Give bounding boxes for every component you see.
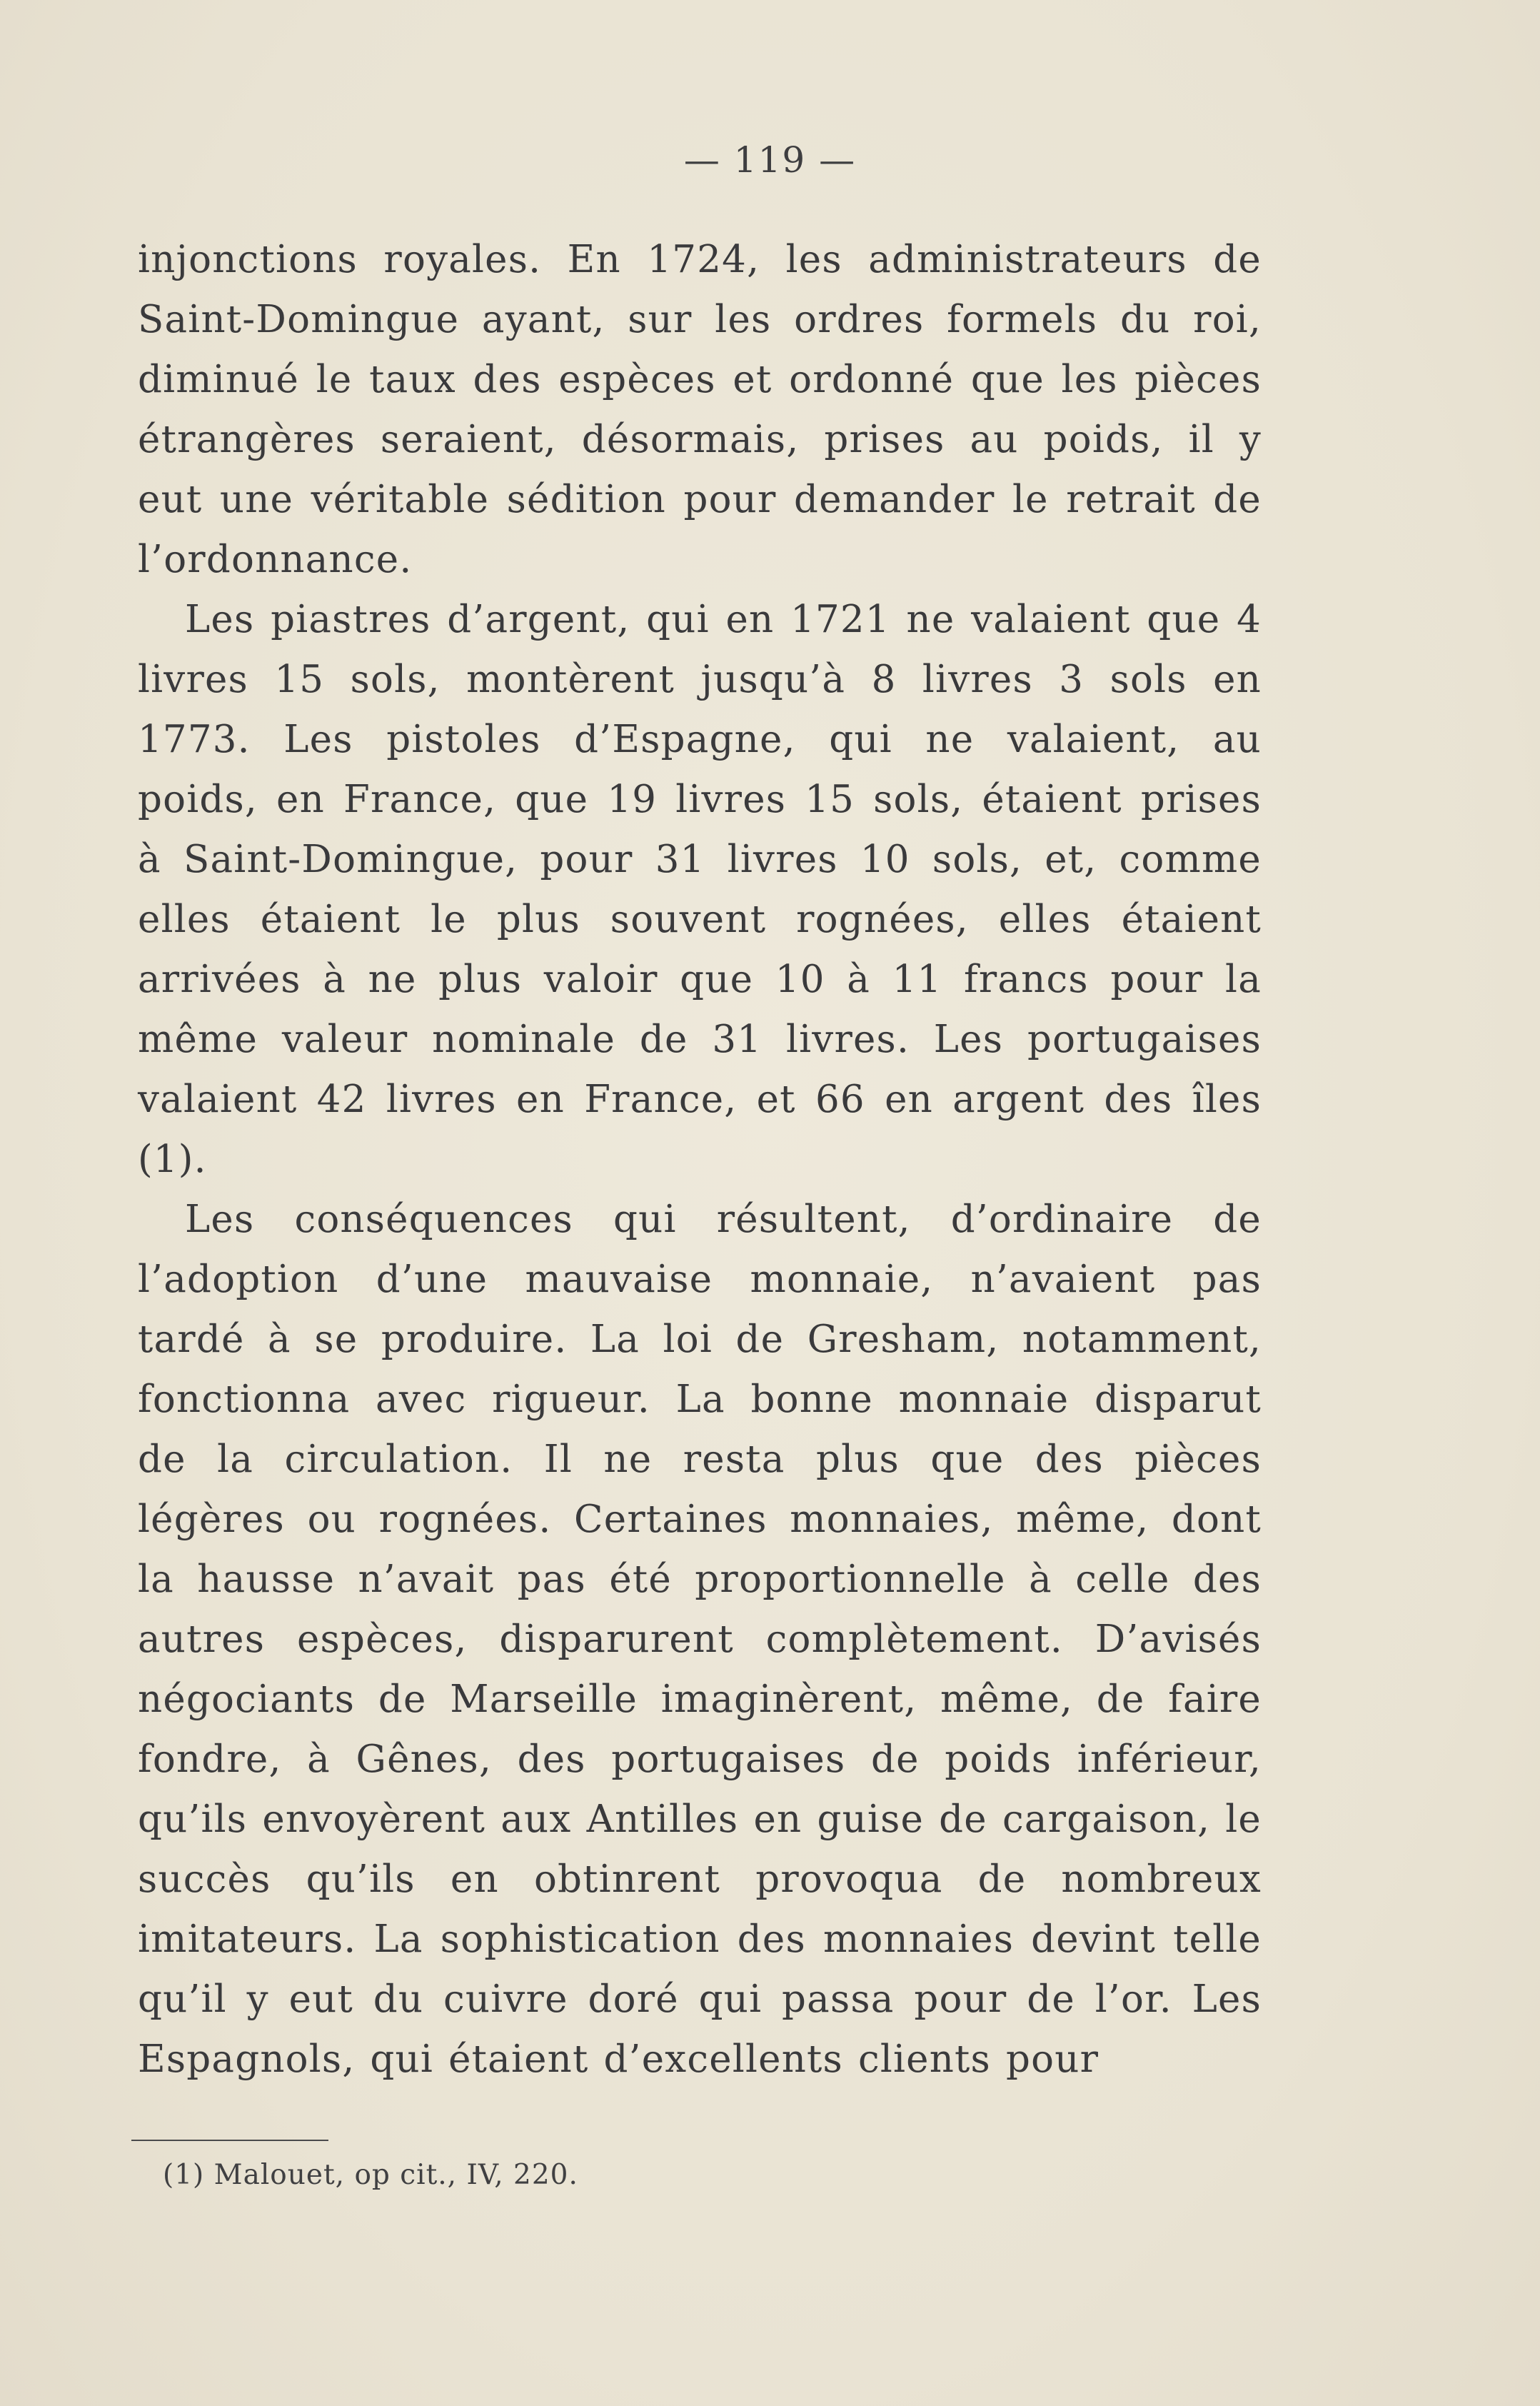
paragraph-1: injonctions royales. En 1724, les administrateurs de Saint-Domingue ayant, sur les ordres formels du roi, diminué le taux des espèces et ordonné que les pièces étrangères seraient, désormais, prises au poids, il y eut une véritable sédition pour demander le retrait de l’ordonnance. — [138, 238, 1262, 581]
footnote-separator — [131, 2140, 328, 2141]
footnote: (1) Malouet, op cit., IV, 220. — [163, 2159, 578, 2191]
paragraph-3: Les conséquences qui résultent, d’ordinaire de l’adoption d’une mauvaise monnaie, n’avaient pas tardé à se produire. La loi de Gresham, notamment, fonctionna avec rigueur. La bonne monnaie disparut de la circulation. Il ne resta plus que des pièces légères ou rognées. Certaines monnaies, même, dont la hausse n’avait pas été proportionnelle à celle des autres espèces, disparurent complètement. D’avisés négociants de Marseille imaginèrent, même, de faire fondre, à Gênes, des portugaises de poids inférieur, qu’ils envoyèrent aux Antilles en guise de cargaison, le succès qu’ils en obtinrent provoqua de nombreux imitateurs. La sophistication des monnaies devint telle qu’il y eut du cuivre doré qui passa pour de l’or. Les Espagnols, qui étaient d’excellents clients pour — [138, 1198, 1262, 2081]
body-text — [138, 230, 1262, 2090]
page-number: — 119 — — [683, 139, 857, 181]
paragraph-2: Les piastres d’argent, qui en 1721 ne valaient que 4 livres 15 sols, montèrent jusqu’à 8 livres 3 sols en 1773. Les pistoles d’Espagne, qui ne valaient, au poids, en France, que 19 livres 15 sols, étaient prises à Saint-Domingue, pour 31 livres 10 sols, et, comme elles étaient le plus souvent rognées, elles étaient arrivées à ne plus valoir que 10 à 11 francs pour la même valeur nominale de 31 livres. Les portugaises valaient 42 livres en France, et 66 en argent des îles (1). — [138, 598, 1262, 1181]
